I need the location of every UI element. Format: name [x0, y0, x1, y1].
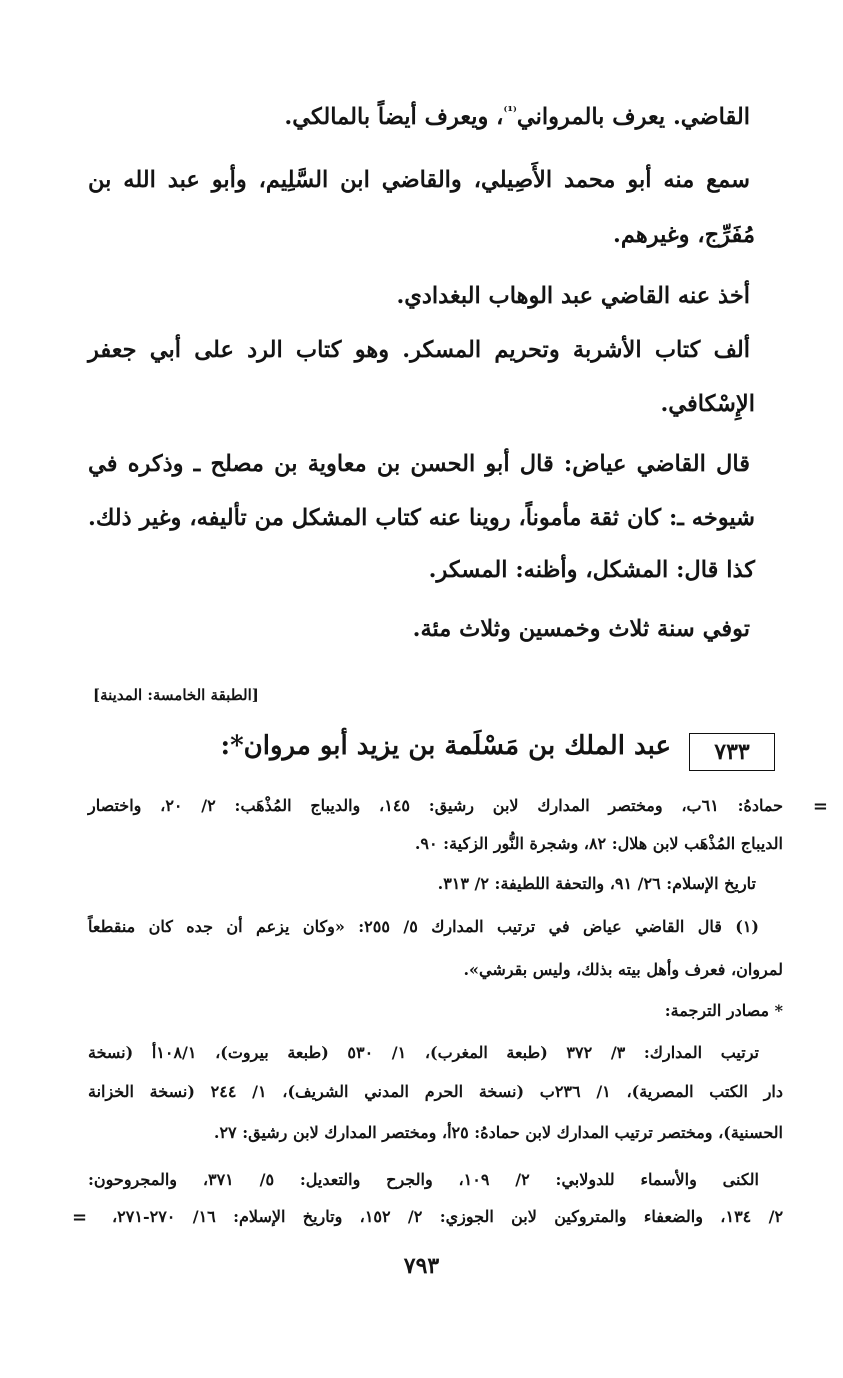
body-line-8: شيوخه ـ: كان ثقة مأموناً، روينا عنه كتاب المشكل من تأليفه، وغير ذلك. [88, 505, 755, 531]
sources-line-2: دار الكتب المصرية)، ١/ ٢٣٦ب (نسخة الحرم المدني الشريف)، ١/ ٢٤٤ (نسخة الخزانة [88, 1082, 783, 1101]
footnote-1-line-1: (١) قال القاضي عياض في ترتيب المدارك ٥/ ٢٥٥: «وكان يزعم أن جده كان منقطعاً [88, 917, 759, 936]
body-line-2: سمع منه أبو محمد الأَصِيلي، والقاضي ابن السَّلِيم، وأبو عبد الله بن [88, 167, 750, 193]
body-line-4: أخذ عنه القاضي عبد الوهاب البغدادي. [396, 283, 750, 309]
body-line-1 [284, 104, 750, 130]
footnote-1-line-2: لمروان، فعرف وأهل بيته بذلك، وليس بقرشي». [463, 960, 783, 979]
body-line-5: ألف كتاب الأشربة وتحريم المسكر. وهو كتاب الرد على أبي جعفر [88, 337, 750, 363]
body-text: ، ويعرف أيضاً بالمالكي. [284, 104, 504, 130]
footnote-cont-line-2: الديباج المُذْهَب لابن هلال: ٨٢، وشجرة النُّور الزكية: ٩٠. [414, 834, 783, 853]
sources-heading: * مصادر الترجمة: [664, 1001, 783, 1020]
body-line-10: توفي سنة ثلاث وخمسين وثلاث مئة. [412, 616, 750, 642]
footnote-cont-line-3: تاريخ الإسلام: ٢٦/ ٩١، والتحفة اللطيفة: ٢/ ٣١٣. [437, 874, 756, 893]
end-continuation-mark: = [72, 1207, 88, 1228]
entry-number-box [689, 733, 775, 771]
entry-number: ٧٣٣ [714, 739, 750, 765]
body-text: القاضي. يعرف بالمرواني [516, 104, 750, 130]
body-line-3: مُفَرِّج، وغيرهم. [613, 222, 755, 248]
body-line-9: كذا قال: المشكل، وأظنه: المسكر. [428, 557, 755, 583]
sources-line-5: ٢/ ١٣٤، والضعفاء والمتروكين لابن الجوزي: ٢/ ١٥٢، وتاريخ الإسلام: ١٦/ ٢٧٠-٢٧١، [112, 1207, 784, 1226]
page-number: ٧٩٣ [403, 1253, 440, 1279]
footnote-cont-line-1: حمادهُ: ٦١ب، ومختصر المدارك لابن رشيق: ١٤٥، والديباج المُذْهَب: ٢/ ٢٠، واختصار [88, 796, 784, 815]
section-label: [الطبقة الخامسة: المدينة] [93, 686, 259, 704]
entry-title: عبد الملك بن مَسْلَمة بن يزيد أبو مروان*: [220, 731, 671, 761]
footnote-ref: ⁽¹⁾ [503, 104, 517, 120]
continuation-mark: = [812, 796, 828, 817]
sources-line-4: الكنى والأسماء للدولابي: ٢/ ١٠٩، والجرح والتعديل: ٥/ ٣٧١، والمجروحون: [88, 1170, 759, 1189]
sources-line-3: الحسنية)، ومختصر ترتيب المدارك لابن حمادهُ: ٢٥أ، ومختصر المدارك لابن رشيق: ٢٧. [213, 1123, 783, 1142]
body-line-6: الإِسْكافي. [660, 391, 755, 417]
sources-line-1: ترتيب المدارك: ٣/ ٣٧٢ (طبعة المغرب)، ١/ ٥٣٠ (طبعة بيروت)، ١٠٨/١أ (نسخة [88, 1043, 759, 1062]
body-line-7: قال القاضي عياض: قال أبو الحسن بن معاوية بن مصلح ـ وذكره في [88, 451, 750, 477]
